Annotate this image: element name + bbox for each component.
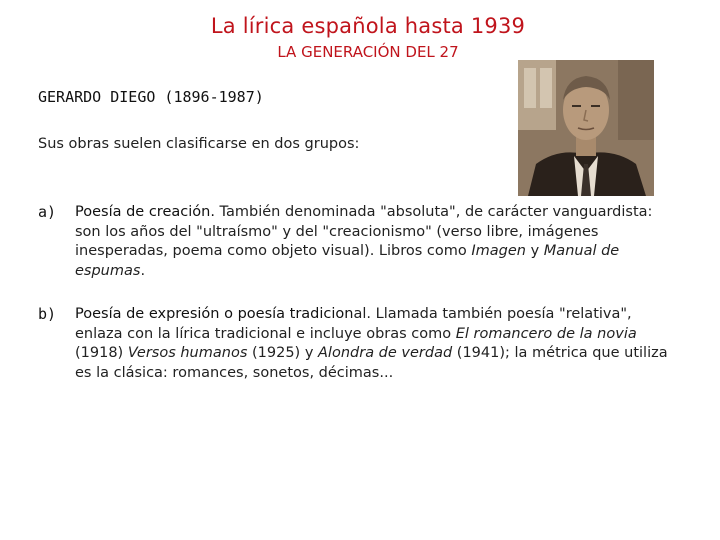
item-body-a xyxy=(75,203,678,281)
book-title-el-romancero-de-la-novia: El romancero de la novia xyxy=(455,325,637,342)
intro-text: Sus obras suelen clasificarse en dos grupos: xyxy=(38,136,360,152)
item-marker-b: b) xyxy=(38,305,57,323)
list-item-expression-poetry xyxy=(38,305,678,383)
item-text-a-1: También denominada "absoluta", de carácter vanguardista: son los años del "ultraísmo" y del "creacionismo" (verso libre, imágenes inesperadas, poema como objeto visual). Libros como xyxy=(75,204,653,259)
item-text-b-2: (1918) xyxy=(75,345,128,361)
list-item-creation-poetry xyxy=(38,203,678,281)
portrait-image xyxy=(518,60,654,196)
slide-title: La lírica española hasta 1939 xyxy=(210,14,526,38)
author-portrait-photo xyxy=(518,60,654,196)
item-body-b xyxy=(75,305,678,383)
item-text-b-3: (1925) y xyxy=(247,345,319,361)
author-heading: GERARDO DIEGO (1896-1987) xyxy=(38,88,264,106)
book-title-alondra-de-verdad: Alondra de verdad xyxy=(318,345,453,361)
item-marker-a: a) xyxy=(38,203,57,221)
book-title-versos-humanos: Versos humanos xyxy=(127,345,248,361)
book-title-imagen: Imagen xyxy=(471,243,526,259)
item-heading-a: Poesía de creación. xyxy=(75,204,215,220)
book-title-manual-de-espumas: Manual de espumas xyxy=(75,243,620,279)
item-text-b-1: al. Llamada también poesía "relativa", enlaza con la lírica tradicional e incluye obras como xyxy=(75,306,632,342)
item-text-a-3: . xyxy=(140,262,146,279)
item-text-b-4: (1941); la métrica que utiliza es la clásica: romances, sonetos, décimas... xyxy=(75,345,668,381)
slide-subtitle: LA GENERACIÓN DEL 27 xyxy=(277,43,459,61)
item-heading-b: Poesía de expresión o poesía tradicion xyxy=(75,306,354,322)
item-text-a-2: y xyxy=(525,243,544,259)
